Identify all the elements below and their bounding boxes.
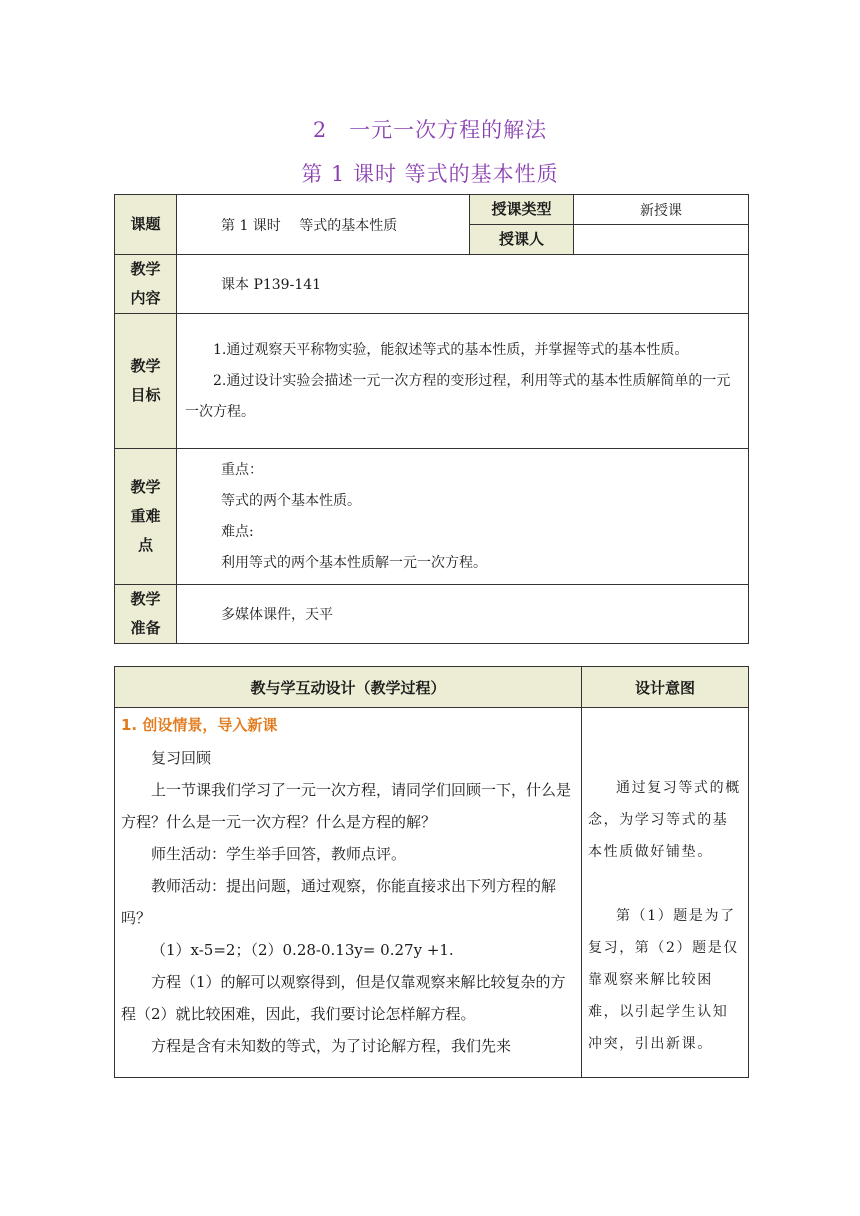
process-paragraph: 方程（1）的解可以观察得到，但是仅靠观察来解比较复杂的方程（2）就比较困难，因此，我们要讨论怎样解方程。 [121, 973, 566, 1023]
content-label-line2: 内容 [130, 289, 161, 307]
process-header: 教与学互动设计（教学过程） [115, 667, 582, 708]
prep-label [115, 585, 177, 644]
key-point-label: 重点： [221, 461, 263, 478]
process-paragraph: 师生活动：学生举手回答，教师点评。 [151, 845, 407, 863]
lesson-subtitle: 第 1 课时 等式的基本性质 [301, 162, 559, 186]
process-paragraph: 方程是含有未知数的等式，为了讨论解方程，我们先来 [151, 1037, 512, 1055]
goals-label-line2: 目标 [130, 386, 161, 404]
process-paragraph: （1）x-5=2；（2）0.28-0.13y= 0.27y +1. [151, 941, 454, 959]
difficulty-text: 利用等式的两个基本性质解一元一次方程。 [221, 554, 487, 571]
teacher-label: 授课人 [470, 225, 574, 255]
process-paragraph: 教师活动：提出问题，通过观察，你能直接求出下列方程的解吗？ [121, 877, 557, 927]
process-paragraph: 上一节课我们学习了一元一次方程，请同学们回顾一下，什么是方程？什么是一元一次方程？什么是方程的解？ [121, 781, 572, 831]
lesson-type-label: 授课类型 [470, 195, 574, 225]
key-label-line2: 重难 [130, 507, 161, 525]
content-label-line1: 教学 [130, 260, 161, 278]
prep-value: 多媒体课件，天平 [177, 585, 749, 644]
difficulty-label: 难点: [221, 523, 254, 540]
goal-item: 2.通过设计实验会描述一元一次方程的变形过程，利用等式的基本性质解简单的一元一次方程。 [185, 372, 731, 420]
key-points-cell [177, 449, 749, 585]
key-label-line1: 教学 [130, 478, 161, 496]
goals-cell [177, 314, 749, 449]
prep-label-line1: 教学 [130, 590, 161, 608]
key-label-line3: 点 [137, 536, 153, 554]
topic-value: 第 1 课时 等式的基本性质 [177, 195, 470, 255]
key-points-label [115, 449, 177, 585]
content-value: 课本 P139-141 [177, 255, 749, 314]
topic-label: 课题 [115, 195, 177, 255]
prep-label-line2: 准备 [130, 619, 161, 637]
intent-content [582, 708, 749, 1078]
content-label [115, 255, 177, 314]
lesson-type-value: 新授课 [574, 195, 749, 225]
intent-note: 通过复习等式的概念，为学习等式的基本性质做好铺垫。 [588, 780, 741, 860]
intent-note: 第（1）题是为了复习，第（2）题是仅靠观察来解比较困难，以引起学生认知冲突，引出新课。 [588, 908, 739, 1052]
teaching-process-table [114, 666, 749, 1078]
lesson-info-table [114, 194, 749, 644]
goals-label [115, 314, 177, 449]
goal-item: 1.通过观察天平称物实验，能叙述等式的基本性质，并掌握等式的基本性质。 [213, 341, 689, 358]
section-title: 1. 创设情景，导入新课 [121, 716, 278, 734]
key-point-text: 等式的两个基本性质。 [221, 492, 361, 509]
process-paragraph: 复习回顾 [151, 749, 212, 767]
goals-label-line1: 教学 [130, 357, 161, 375]
teacher-value [574, 225, 749, 255]
process-content [115, 708, 582, 1078]
intent-header: 设计意图 [582, 667, 749, 708]
lesson-title: 2 一元一次方程的解法 [312, 118, 548, 142]
